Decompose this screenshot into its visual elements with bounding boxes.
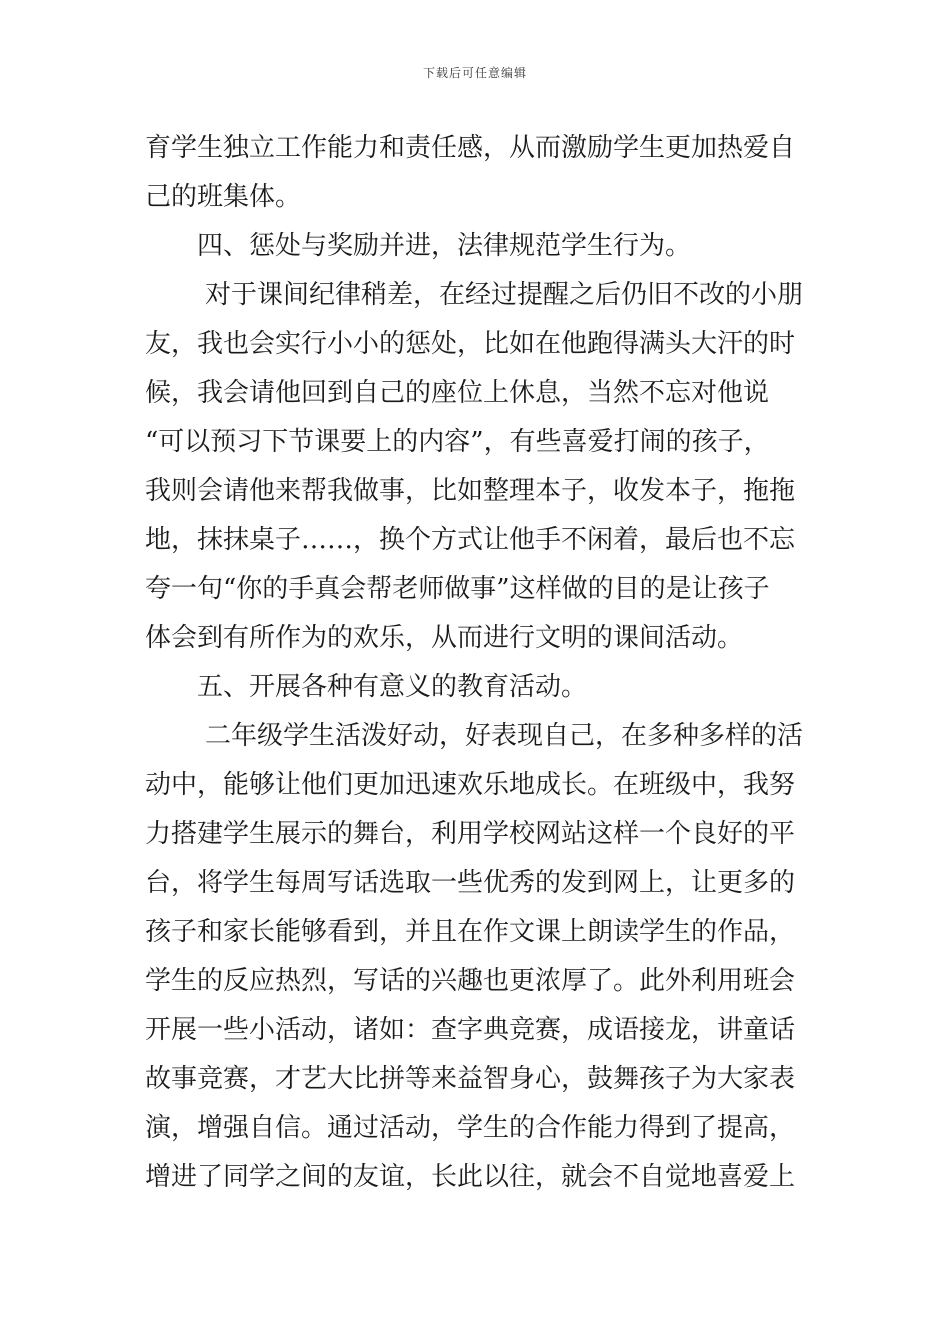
text-line: “可以预习下节课要上的内容”，有些喜爱打闹的孩子， (145, 427, 770, 457)
text-line: 候，我会请他回到自己的座位上休息，当然不忘对他说 (145, 378, 770, 408)
paragraph-start: 对于课间纪律稍差，在经过提醒之后仍旧不改的小朋 (205, 280, 804, 310)
paragraph-start: 二年级学生活泼好动，好表现自己，在多种多样的活 (205, 721, 804, 751)
text-line: 动中，能够让他们更加迅速欢乐地成长。在班级中，我努 (145, 770, 796, 800)
text-line: 友，我也会实行小小的惩处，比如在他跑得满头大汗的时 (145, 329, 796, 359)
text-line: 故事竞赛，才艺大比拼等来益智身心，鼓舞孩子为大家表 (145, 1064, 796, 1094)
text-line: 己的班集体。 (145, 182, 302, 212)
page-header: 下载后可任意编辑 (422, 66, 527, 80)
text-line: 夸一句“你的手真会帮老师做事”这样做的目的是让孩子 (145, 574, 770, 604)
text-line: 演，增强自信。通过活动，学生的合作能力得到了提高， (145, 1113, 796, 1143)
text-line: 开展一些小活动，诸如：查字典竞赛，成语接龙，讲童话 (145, 1015, 796, 1045)
text-line: 育学生独立工作能力和责任感，从而激励学生更加热爱自 (145, 133, 796, 163)
section-heading: 五、开展各种有意义的教育活动。 (197, 672, 588, 702)
text-line: 体会到有所作为的欢乐，从而进行文明的课间活动。 (145, 623, 744, 653)
text-line: 力搭建学生展示的舞台，利用学校网站这样一个良好的平 (145, 819, 796, 849)
text-line: 学生的反应热烈，写话的兴趣也更浓厚了。此外利用班会 (145, 966, 796, 996)
document-body (145, 124, 810, 1202)
text-line: 增进了同学之间的友谊，长此以往，就会不自觉地喜爱上 (145, 1162, 796, 1192)
text-line: 台，将学生每周写话选取一些优秀的发到网上，让更多的 (145, 868, 796, 898)
text-line: 地，抹抹桌子……，换个方式让他手不闲着，最后也不忘 (145, 525, 796, 555)
text-line: 孩子和家长能够看到，并且在作文课上朗读学生的作品， (145, 917, 796, 947)
text-line: 我则会请他来帮我做事，比如整理本子，收发本子，拖拖 (145, 476, 796, 506)
section-heading: 四、惩处与奖励并进，法律规范学生行为。 (197, 231, 692, 261)
